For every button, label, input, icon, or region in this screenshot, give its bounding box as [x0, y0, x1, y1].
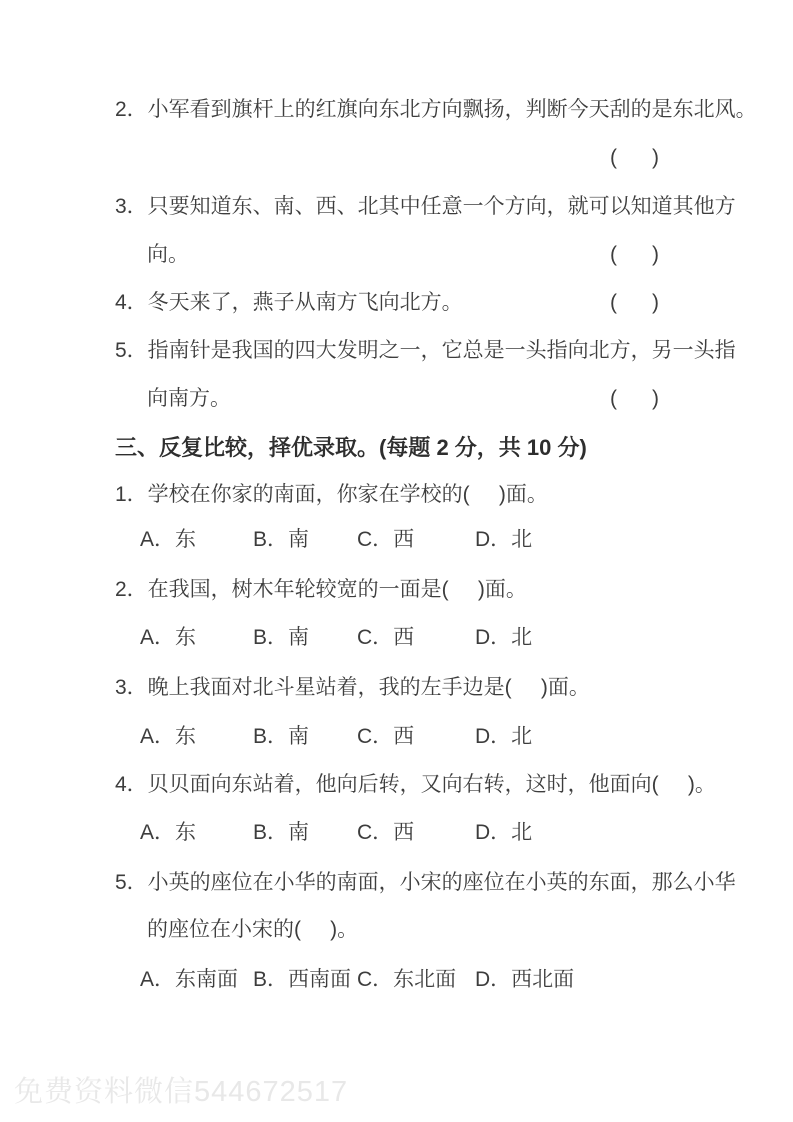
option-c: C．西: [357, 626, 415, 649]
option-c: C．西: [357, 725, 415, 748]
option-b: B．西南面: [253, 968, 352, 991]
option-a: A．东: [140, 528, 197, 551]
judge-question-5-text: 5．指南针是我国的四大发明之一，它总是一头指向北方，另一头指: [115, 339, 736, 362]
option-a: A．东: [140, 626, 197, 649]
option-d: D．北: [475, 528, 533, 551]
choice-question-5-text-continued: 的座位在小宋的( )。: [147, 918, 359, 941]
judge-question-4-answer-blank: ( ): [610, 291, 659, 314]
judge-question-3-text-continued: 向。: [147, 243, 189, 266]
judge-question-3-text: 3．只要知道东、南、西、北其中任意一个方向，就可以知道其他方: [115, 195, 736, 218]
judge-question-5-text-continued: 向南方。: [147, 387, 231, 410]
option-d: D．北: [475, 626, 533, 649]
option-b: B．南: [253, 528, 310, 551]
judge-question-2-text: 2．小军看到旗杆上的红旗向东北方向飘扬，判断今天刮的是东北风。: [115, 98, 757, 121]
option-b: B．南: [253, 821, 310, 844]
option-a: A．东南面: [140, 968, 239, 991]
option-c: C．西: [357, 528, 415, 551]
judge-question-2-answer-blank: ( ): [610, 146, 659, 169]
option-d: D．北: [475, 821, 533, 844]
option-a: A．东: [140, 725, 197, 748]
option-d: D．西北面: [475, 968, 575, 991]
judge-question-4-text: 4．冬天来了，燕子从南方飞向北方。: [115, 291, 463, 314]
choice-question-2-text: 2．在我国，树木年轮较宽的一面是( )面。: [115, 578, 527, 601]
watermark-text: 免费资料微信544672517: [14, 1076, 349, 1108]
option-b: B．南: [253, 626, 310, 649]
choice-question-3-text: 3．晚上我面对北斗星站着，我的左手边是( )面。: [115, 676, 590, 699]
option-a: A．东: [140, 821, 197, 844]
option-b: B．南: [253, 725, 310, 748]
option-c: C．西: [357, 821, 415, 844]
choice-question-5-text: 5．小英的座位在小华的南面，小宋的座位在小英的东面，那么小华: [115, 871, 736, 894]
judge-question-3-answer-blank: ( ): [610, 243, 659, 266]
choice-question-4-text: 4．贝贝面向东站着，他向后转，又向右转，这时，他面向( )。: [115, 773, 716, 796]
option-d: D．北: [475, 725, 533, 748]
judge-question-5-answer-blank: ( ): [610, 387, 659, 410]
choice-question-1-text: 1．学校在你家的南面，你家在学校的( )面。: [115, 483, 548, 506]
option-c: C．东北面: [357, 968, 457, 991]
section-three-heading: 三、反复比较，择优录取。(每题 2 分，共 10 分): [115, 435, 587, 460]
